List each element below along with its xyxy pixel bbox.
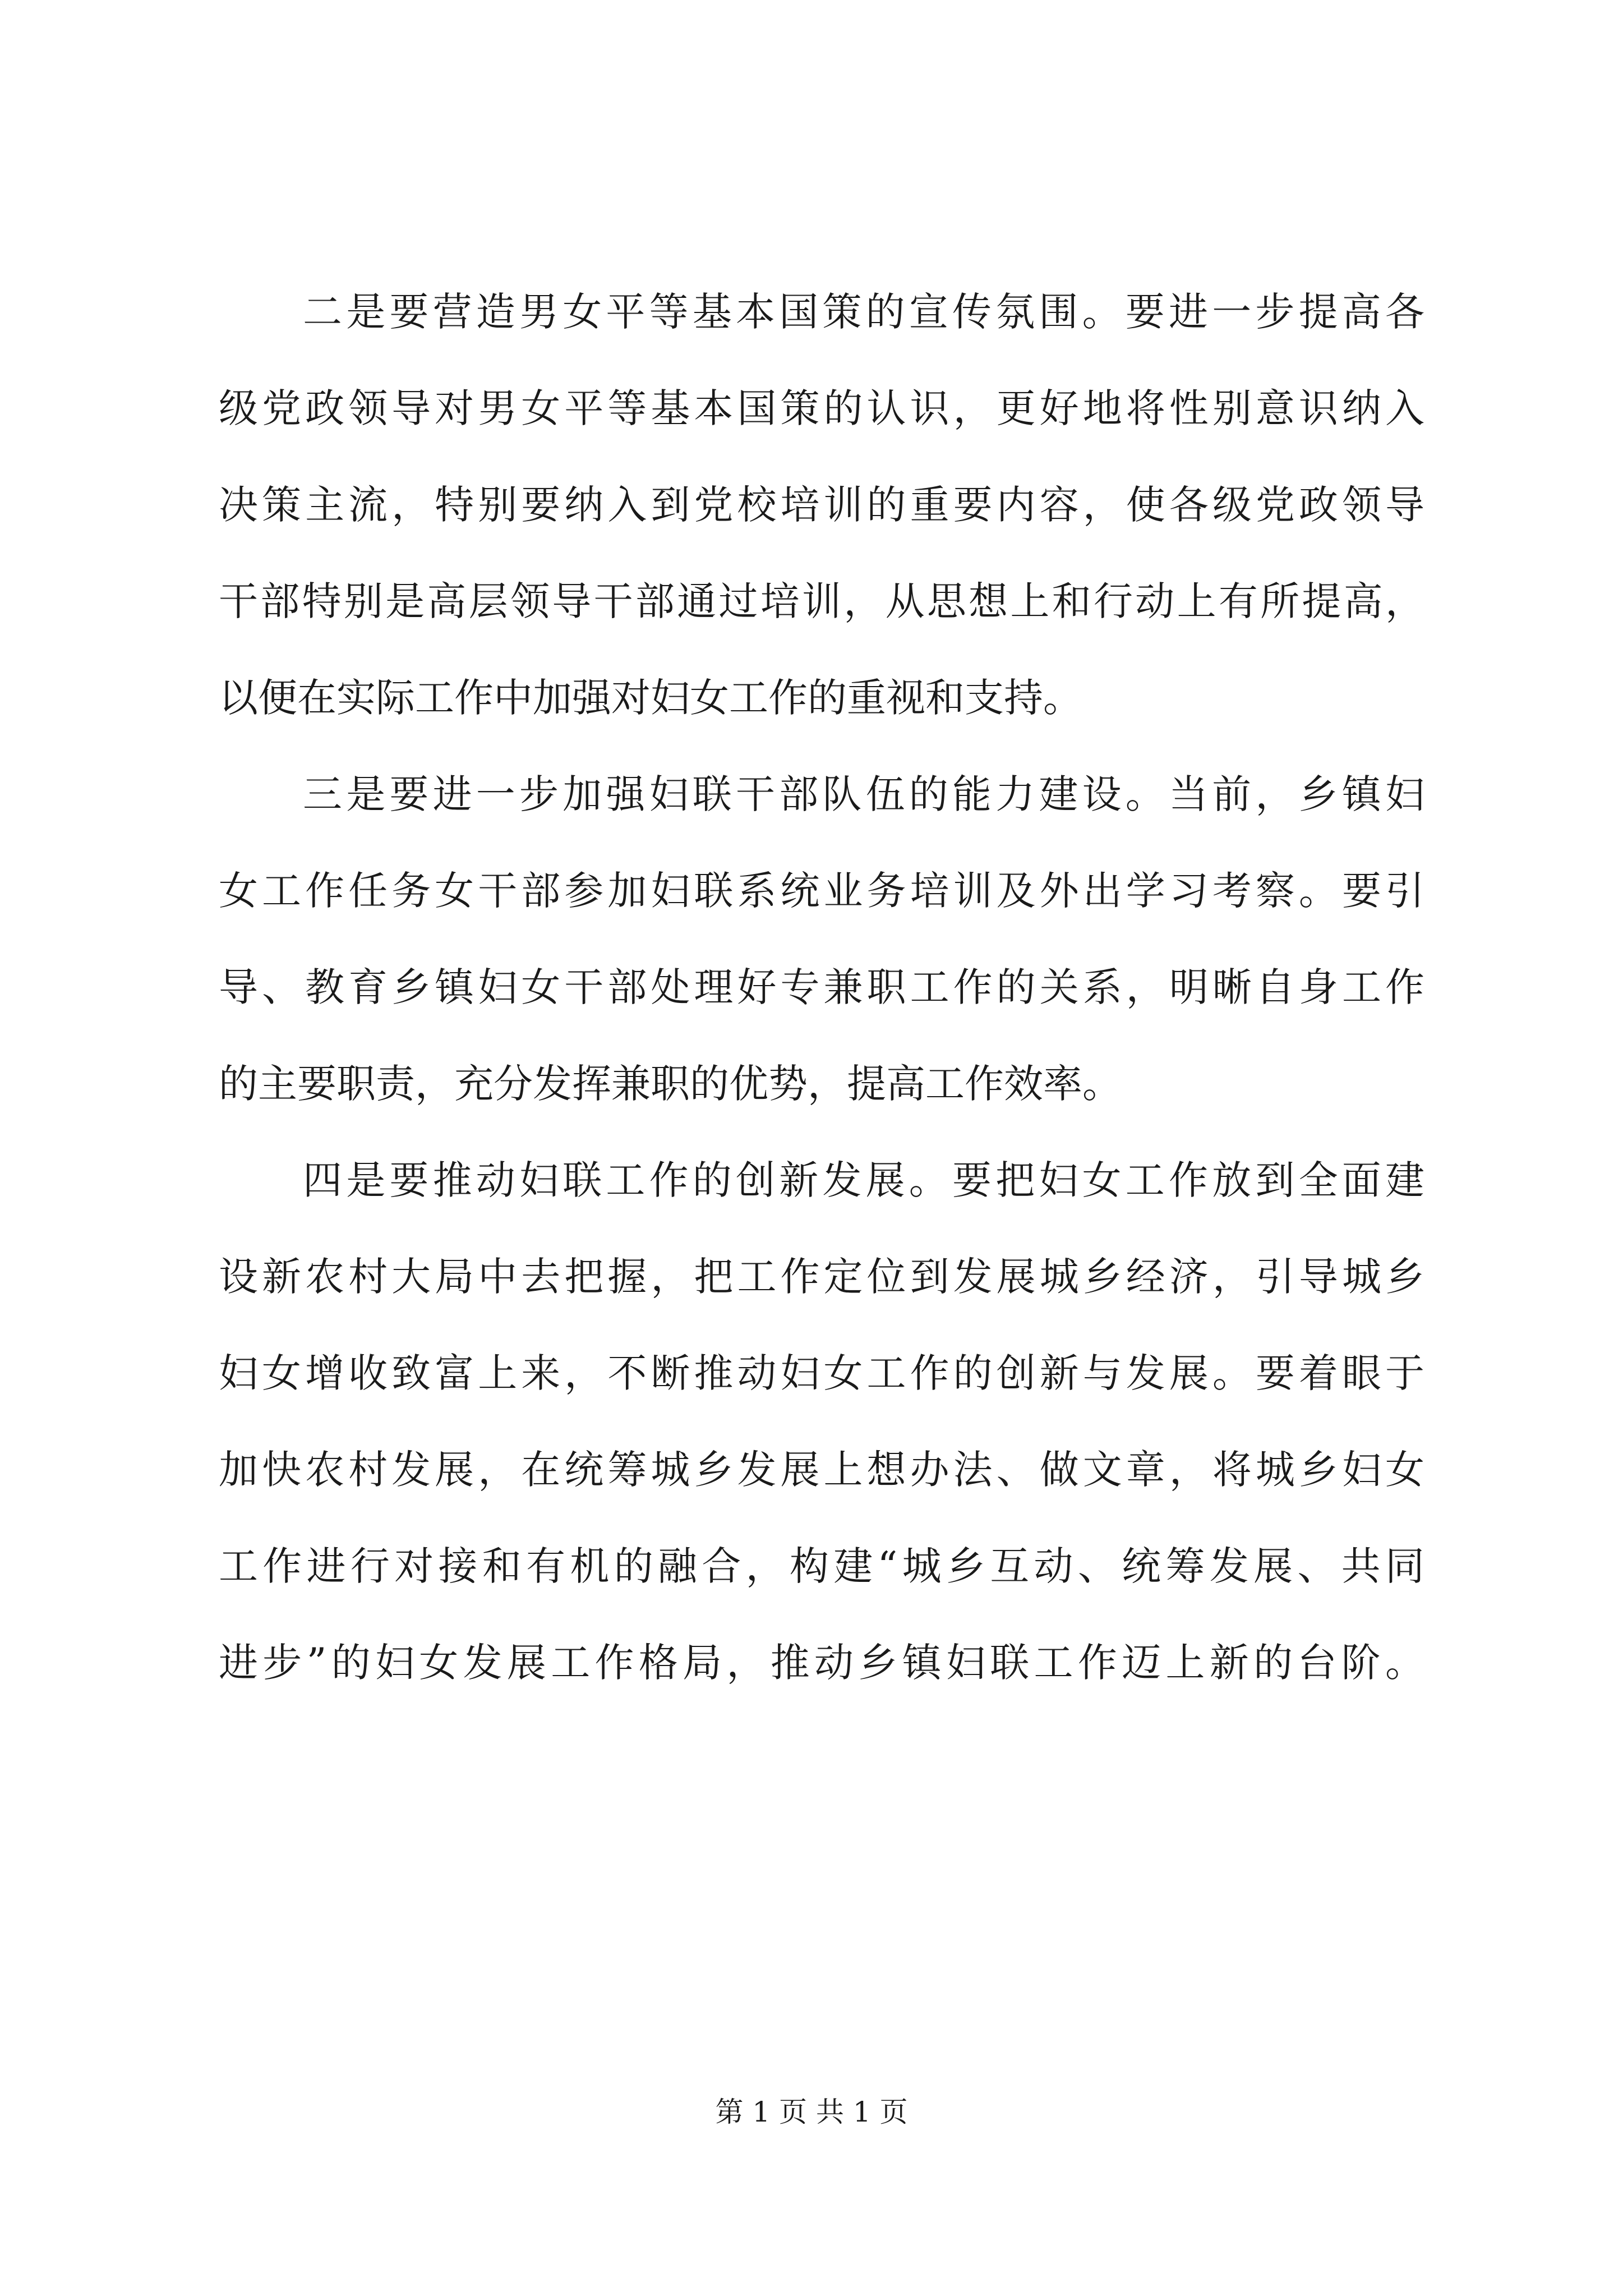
page-footer: 第 1 页 共 1 页: [715, 2096, 908, 2128]
paragraph: [219, 1132, 1424, 1711]
text-line: 加快农村发展，在统筹城乡发展上想办法、做文章，将城乡妇女: [219, 1447, 1424, 1493]
text-line: 二是要营造男女平等基本国策的宣传氛围。要进一步提高各: [303, 289, 1424, 335]
text-line: 干部特别是高层领导干部通过培训，从思想上和行动上有所提高，: [219, 578, 1424, 624]
text-line: 的主要职责，充分发挥兼职的优势，提高工作效率。: [219, 1061, 1122, 1107]
text-line: 妇女增收致富上来，不断推动妇女工作的创新与发展。要着眼于: [219, 1350, 1424, 1396]
text-line: 进步”的妇女发展工作格局，推动乡镇妇联工作迈上新的台阶。: [219, 1640, 1424, 1686]
paragraph: [219, 264, 1424, 746]
paragraph: [219, 746, 1424, 1132]
text-line: 导、教育乡镇妇女干部处理好专兼职工作的关系，明晰自身工作: [219, 964, 1424, 1010]
document-body: [219, 264, 1424, 1711]
text-line: 级党政领导对男女平等基本国策的认识，更好地将性别意识纳入: [219, 385, 1424, 431]
text-line: 四是要推动妇联工作的创新发展。要把妇女工作放到全面建: [303, 1157, 1424, 1203]
text-line: 以便在实际工作中加强对妇女工作的重视和支持。: [219, 675, 1082, 721]
text-line: 工作进行对接和有机的融合，构建“城乡互动、统筹发展、共同: [219, 1543, 1424, 1589]
text-line: 设新农村大局中去把握，把工作定位到发展城乡经济，引导城乡: [219, 1254, 1424, 1300]
text-line: 决策主流，特别要纳入到党校培训的重要内容，使各级党政领导: [219, 482, 1424, 528]
text-line: 三是要进一步加强妇联干部队伍的能力建设。当前，乡镇妇: [303, 771, 1424, 817]
text-line: 女工作任务女干部参加妇联系统业务培训及外出学习考察。要引: [219, 868, 1424, 914]
